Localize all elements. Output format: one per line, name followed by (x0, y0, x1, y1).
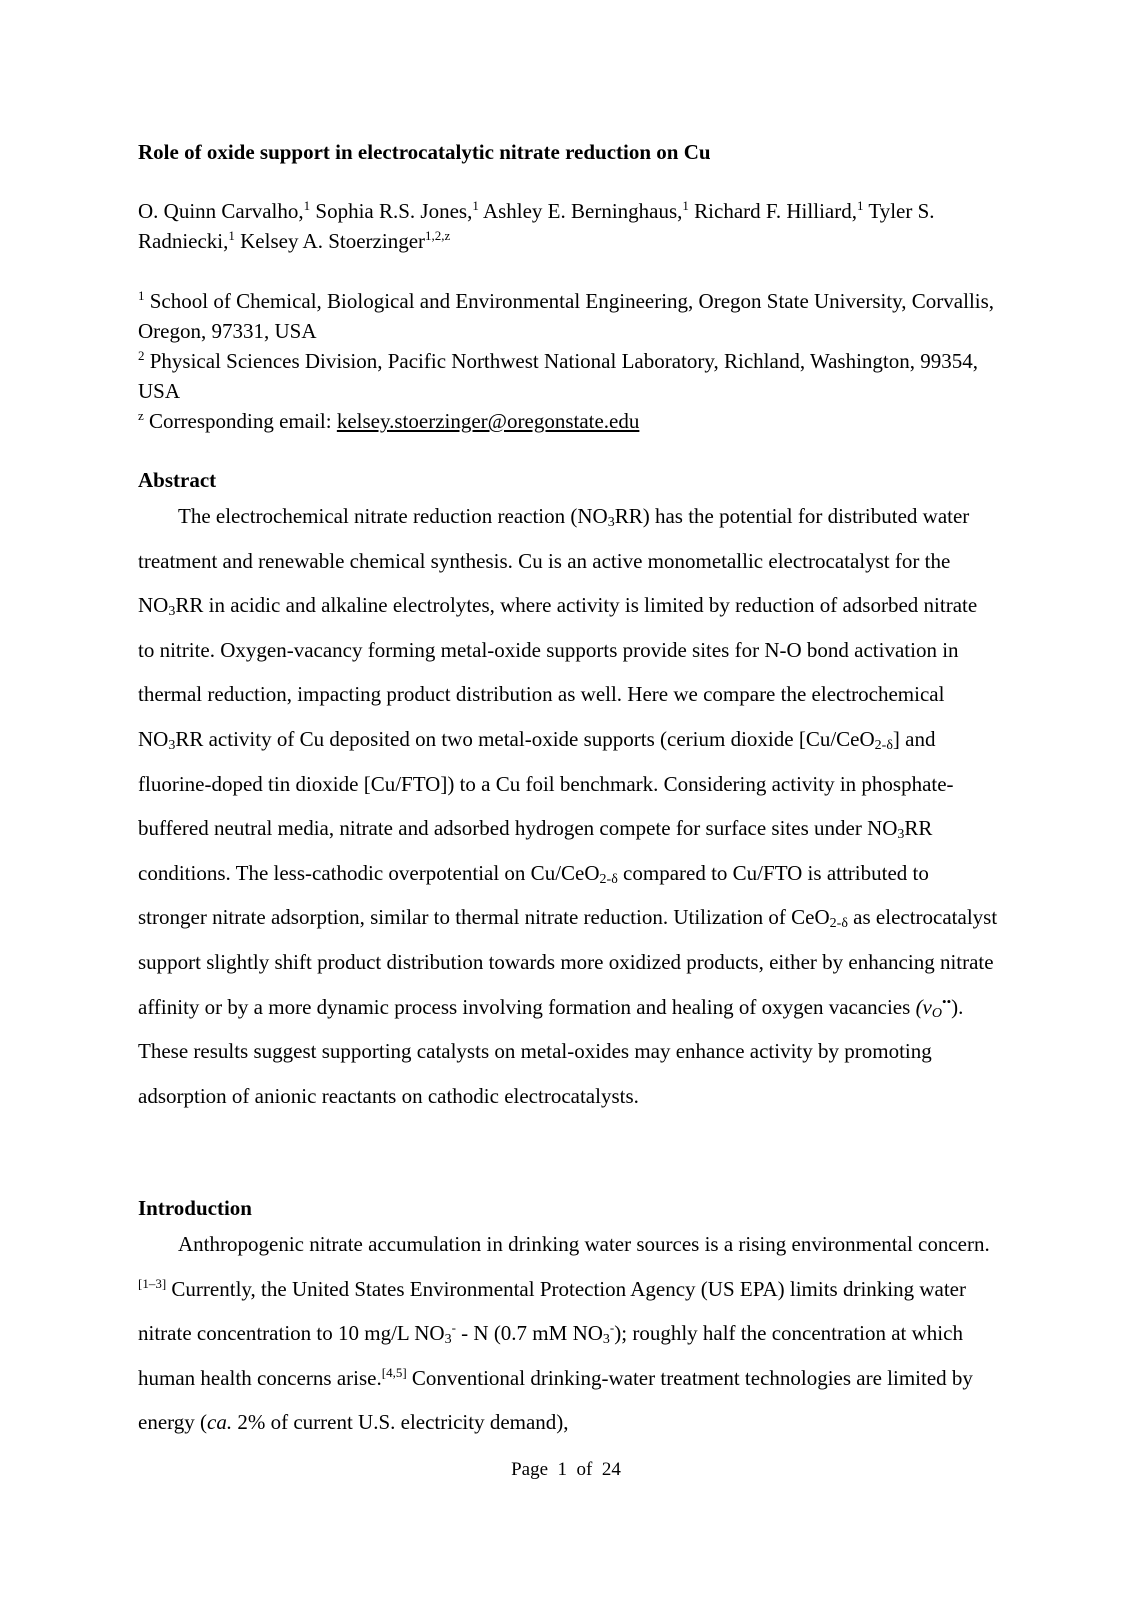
correspondence-label: Corresponding email: (149, 409, 332, 433)
author: Tyler S. Radniecki, (138, 199, 935, 253)
affiliation-mark: 2 (138, 348, 145, 363)
correspondence (138, 406, 998, 436)
affiliations (138, 286, 998, 436)
affiliation-text: Physical Sciences Division, Pacific Northwest National Laboratory, Richland, Washington, 99354, USA (138, 349, 978, 403)
affiliation-text: School of Chemical, Biological and Environmental Engineering, Oregon State University, Corvallis, Oregon, 97331, USA (138, 289, 995, 343)
author-affil-mark: 1 (303, 198, 311, 213)
affiliation-1 (138, 286, 998, 346)
author-list (138, 196, 998, 256)
oxygen-vacancy-symbol: $(v_O^{••})$ (915, 993, 959, 1021)
email-link[interactable]: kelsey.stoerzinger@oregonstate.edu (336, 409, 640, 433)
author: Ashley E. Berninghaus, (482, 199, 683, 223)
citation[interactable]: [1–3] (138, 1275, 167, 1291)
citation[interactable]: [4,5] (381, 1364, 407, 1380)
correspondence-mark: z (138, 408, 144, 423)
paper-title: Role of oxide support in electrocatalytic nitrate reduction on Cu (138, 140, 711, 164)
page-number: 1 (557, 1459, 568, 1480)
author: Richard F. Hilliard, (694, 199, 857, 223)
introduction-heading: Introduction (138, 1196, 252, 1220)
affiliation-2 (138, 346, 998, 406)
author-affil-mark: 1 (682, 198, 689, 213)
abstract-heading: Abstract (138, 468, 217, 492)
author-affil-mark: 1,2,z (425, 228, 451, 243)
author-affil-mark: 1 (228, 228, 235, 243)
introduction-text: Anthropogenic nitrate accumulation in drinking water sources is a rising environmental concern.[1–3] Currently, the United States Environmental Protection Agency (US EPA) limits drinking water nitrate concentration to 10 mg/L $NO_3^-$ - N (0.7 mM $NO_3^-$); roughly half the concentration at which human health concerns arise.[4,5] Conventional drinking-water treatment technologies are limited by energy (ca. 2% of current U.S. electricity demand), (138, 1232, 990, 1435)
author-affil-mark: 1 (856, 198, 864, 213)
author: Sophia R.S. Jones, (315, 199, 473, 223)
abstract-text: The electrochemical nitrate reduction reaction $(NO_3RR)$ has the potential for distributed water treatment and renewable chemical synthesis. Cu is an active monometallic electrocatalyst for the $NO_3RR$ in acidic and alkaline electrolytes, where activity is limited by reduction of adsorbed nitrate to nitrite. Oxygen-vacancy forming metal-oxide supports provide sites for N-O bond activation in thermal reduction, impacting product distribution as well. Here we compare the electrochemical $NO_3RR$ activity of Cu deposited on two metal-oxide supports (cerium dioxide [Cu/CeO$_{2-\delta}$] and fluorine-doped tin dioxide [Cu/FTO]) to a Cu foil benchmark. Considering activity in phosphate-buffered neutral media, nitrate and adsorbed hydrogen compete for surface sites under $NO_3RR$ conditions. The less-cathodic overpotential on Cu/CeO$_{2-\delta}$ compared to Cu/FTO is attributed to stronger nitrate adsorption, similar to thermal nitrate reduction. Utilization of CeO$_{2-\delta}$ as electrocatalyst support slightly shift product distribution towards more oxidized products, either by enhancing nitrate affinity or by a more dynamic process involving formation and healing of oxygen vacancies $(v_O^{••})$. These results suggest supporting catalysts on metal-oxides may enhance activity by promoting adsorption of anionic reactants on cathodic electrocatalysts. (138, 504, 998, 1108)
author: O. Quinn Carvalho, (138, 199, 304, 223)
author: Kelsey A. Stoerzinger (240, 229, 426, 253)
page-total: 24 (601, 1459, 621, 1480)
author-affil-mark: 1 (472, 198, 479, 213)
page-footer: Page 1 of 24 (511, 1459, 621, 1480)
affiliation-mark: 1 (138, 288, 145, 303)
